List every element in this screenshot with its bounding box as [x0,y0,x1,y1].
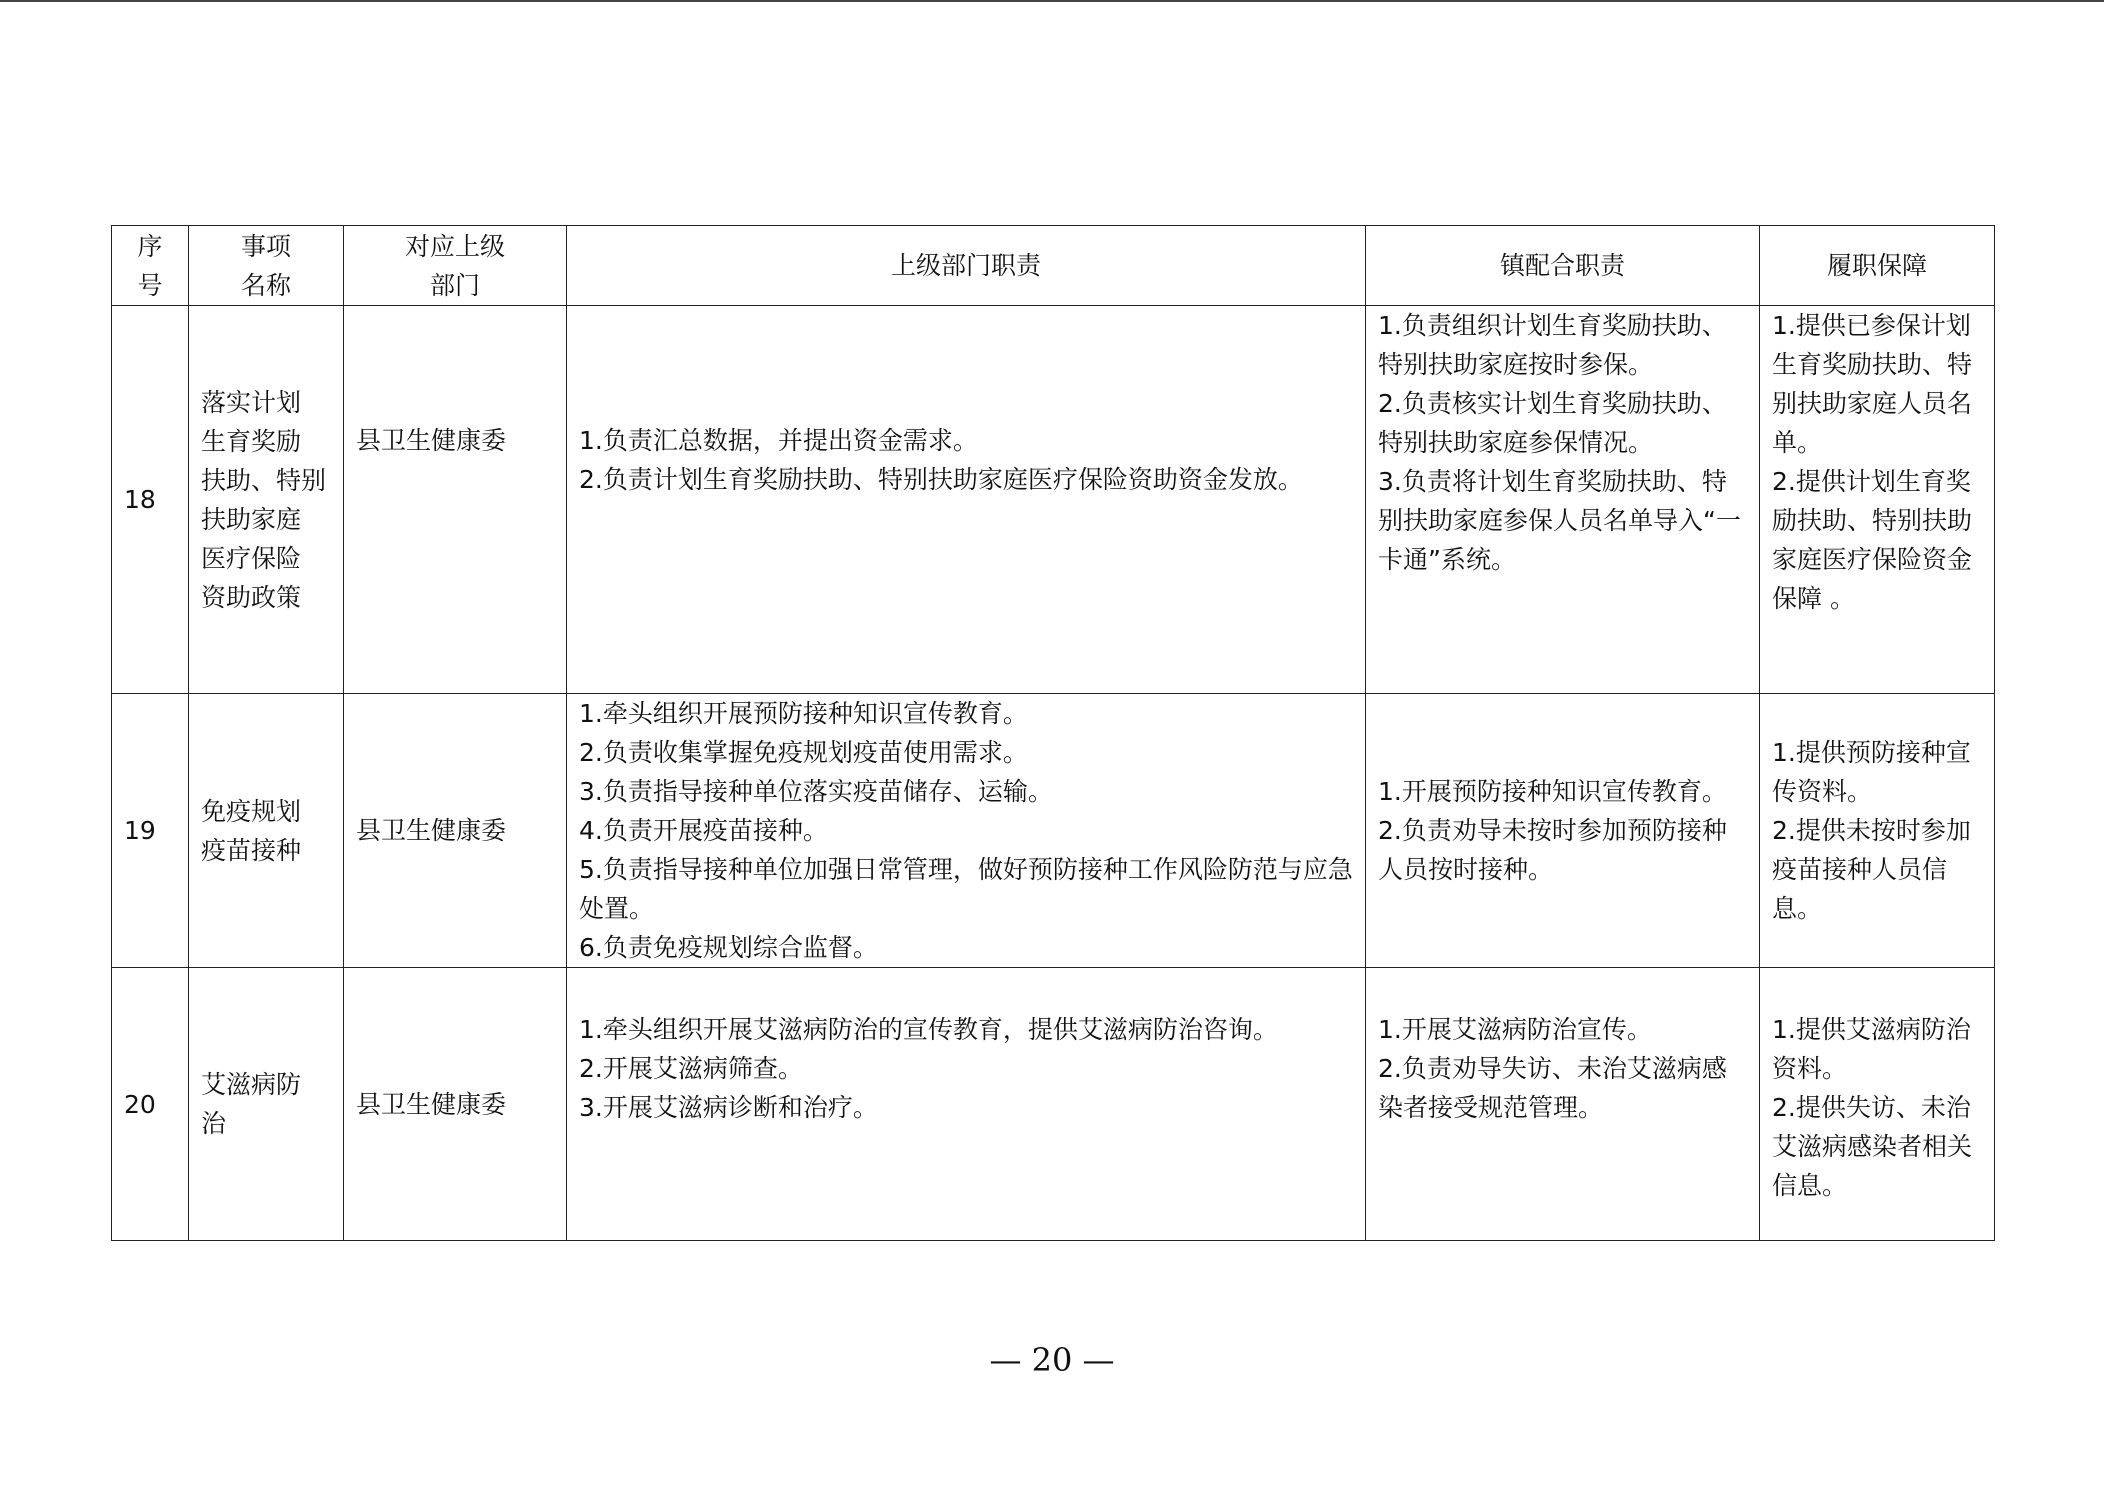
row-town-duty: 1.开展艾滋病防治宣传。 2.负责劝导失访、未治艾滋病感染者接受规范管理。 [1366,968,1760,1241]
header-superior-duty: 上级部门职责 [567,226,1366,306]
header-superior-dept: 对应上级 部门 [344,226,567,306]
row-superior-duty: 1.负责汇总数据，并提出资金需求。 2.负责计划生育奖励扶助、特别扶助家庭医疗保险资助资金发放。 [567,306,1366,694]
row-seq: 20 [112,968,189,1241]
table-header-row [112,226,1995,306]
row-dept: 县卫生健康委 [344,306,567,694]
row-guarantee: 1.提供预防接种宣传资料。 2.提供未按时参加疫苗接种人员信息。 [1760,694,1995,968]
table-row-20 [112,968,1995,1241]
row-item-name: 艾滋病防 治 [189,968,344,1241]
page-top-rule [0,0,2104,2]
row-guarantee: 1.提供艾滋病防治资料。 2.提供失访、未治艾滋病感染者相关信息。 [1760,968,1995,1241]
row-item-name: 免疫规划 疫苗接种 [189,694,344,968]
row-seq: 18 [112,306,189,694]
row-town-duty: 1.开展预防接种知识宣传教育。 2.负责劝导未按时参加预防接种人员按时接种。 [1366,694,1760,968]
table-row-19 [112,694,1995,968]
header-item-name: 事项 名称 [189,226,344,306]
row-dept: 县卫生健康委 [344,694,567,968]
header-town-duty: 镇配合职责 [1366,226,1760,306]
row-dept: 县卫生健康委 [344,968,567,1241]
header-guarantee: 履职保障 [1760,226,1995,306]
row-town-duty: 1.负责组织计划生育奖励扶助、特别扶助家庭按时参保。 2.负责核实计划生育奖励扶助、特别扶助家庭参保情况。 3.负责将计划生育奖励扶助、特别扶助家庭参保人员名单导入“一卡通”系统。 [1366,306,1760,694]
row-seq: 19 [112,694,189,968]
duty-table [111,225,1995,1241]
row-superior-duty: 1.牵头组织开展预防接种知识宣传教育。 2.负责收集掌握免疫规划疫苗使用需求。 3.负责指导接种单位落实疫苗储存、运输。 4.负责开展疫苗接种。 5.负责指导接种单位加强日常管理，做好预防接种工作风险防范与应急处置。 6.负责免疫规划综合监督。 [567,694,1366,968]
row-guarantee: 1.提供已参保计划生育奖励扶助、特别扶助家庭人员名单。 2.提供计划生育奖励扶助、特别扶助家庭医疗保险资金保障 。 [1760,306,1995,694]
table-row-18 [112,306,1995,694]
page-number: — 20 — [989,1341,1115,1379]
header-seq: 序 号 [112,226,189,306]
row-superior-duty: 1.牵头组织开展艾滋病防治的宣传教育，提供艾滋病防治咨询。 2.开展艾滋病筛查。 3.开展艾滋病诊断和治疗。 [567,968,1366,1241]
row-item-name: 落实计划 生育奖励 扶助、特别 扶助家庭 医疗保险 资助政策 [189,306,344,694]
